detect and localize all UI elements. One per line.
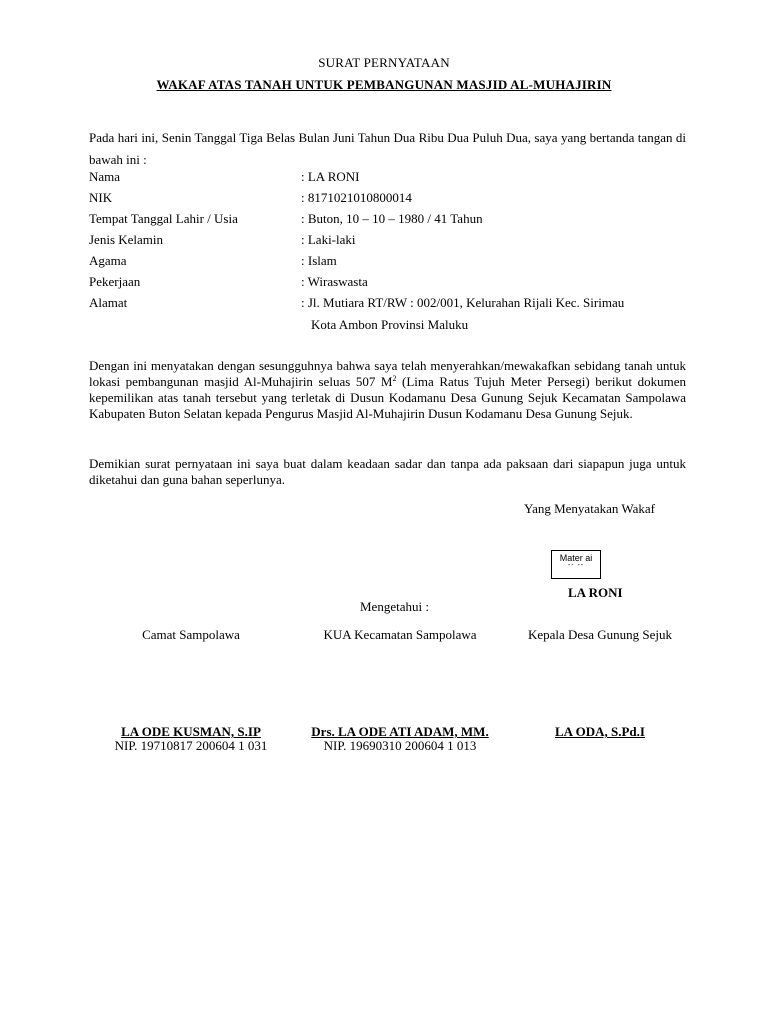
document-title: SURAT PERNYATAAN xyxy=(318,55,450,70)
value-pekerjaan: : Wiraswasta xyxy=(301,274,368,289)
label-pekerjaan: Pekerjaan xyxy=(89,274,141,289)
statement-text-part1: Dengan ini menyatakan dengan sesungguhnya bahwa saya telah menyerahkan/mewakafkan sebidang tanah untuk lokasi pembangunan masjid Al-Muhajirin seluas 507 M xyxy=(89,358,686,389)
materai-stamp-dashes: -- -- xyxy=(567,562,585,569)
label-jenis-kelamin: Jenis Kelamin xyxy=(89,232,164,247)
role-camat: Camat Sampolawa xyxy=(142,627,240,642)
materai-stamp xyxy=(551,550,601,579)
nip-kua: NIP. 19690310 200604 1 013 xyxy=(323,738,477,753)
value-nama: : LA RONI xyxy=(301,169,360,184)
label-nik: NIK xyxy=(89,190,113,205)
value-agama: : Islam xyxy=(301,253,337,268)
materai-stamp-text: Mater ai xyxy=(559,553,593,563)
statement-text-part2: (Lima Ratus Tujuh Meter Persegi) berikut dokumen kepemilikan atas tanah tersebut yang terletak di Dusun Kodamanu Desa Gunung Sejuk Kecamatan Sampolawa Kabupaten Buton Selatan kepada Pengurus Masjid Al-Muhajirin Dusun Kodamanu Desa Gunung Sejuk. xyxy=(89,374,686,421)
nip-camat: NIP. 19710817 200604 1 031 xyxy=(114,738,268,753)
signatory-name: LA RONI xyxy=(568,585,623,600)
value-alamat-continued: Kota Ambon Provinsi Maluku xyxy=(311,317,469,332)
value-alamat: : Jl. Mutiara RT/RW : 002/001, Kelurahan Rijali Kec. Sirimau xyxy=(301,295,625,310)
name-kua: Drs. LA ODE ATI ADAM, MM. xyxy=(311,724,489,739)
area-unit-superscript: 2 xyxy=(392,374,397,383)
document-subtitle: WAKAF ATAS TANAH UNTUK PEMBANGUNAN MASJID AL-MUHAJIRIN xyxy=(156,77,612,92)
role-kepala-desa: Kepala Desa Gunung Sejuk xyxy=(527,627,673,642)
value-jenis-kelamin: : Laki-laki xyxy=(301,232,356,247)
intro-paragraph: Pada hari ini, Senin Tanggal Tiga Belas Bulan Juni Tahun Dua Ribu Dua Puluh Dua, saya yang bertanda tangan di bawah ini : xyxy=(89,130,686,167)
closing-paragraph: Demikian surat pernyataan ini saya buat dalam keadaan sadar dan tanpa ada paksaan dari siapapun juga untuk diketahui dan guna bahan seperlunya. xyxy=(89,456,686,487)
label-nama: Nama xyxy=(89,169,121,184)
name-kepala-desa: LA ODA, S.Pd.I xyxy=(555,724,645,739)
value-ttl: : Buton, 10 – 10 – 1980 / 41 Tahun xyxy=(301,211,483,226)
role-kua: KUA Kecamatan Sampolawa xyxy=(323,627,477,642)
statement-paragraph xyxy=(89,358,686,422)
label-alamat: Alamat xyxy=(89,295,128,310)
label-agama: Agama xyxy=(89,253,127,268)
value-nik: : 8171021010800014 xyxy=(301,190,412,205)
signatory-heading: Yang Menyatakan Wakaf xyxy=(524,501,655,516)
label-ttl: Tempat Tanggal Lahir / Usia xyxy=(89,211,238,226)
name-camat: LA ODE KUSMAN, S.IP xyxy=(121,724,261,739)
acknowledgement-heading: Mengetahui : xyxy=(360,599,429,614)
